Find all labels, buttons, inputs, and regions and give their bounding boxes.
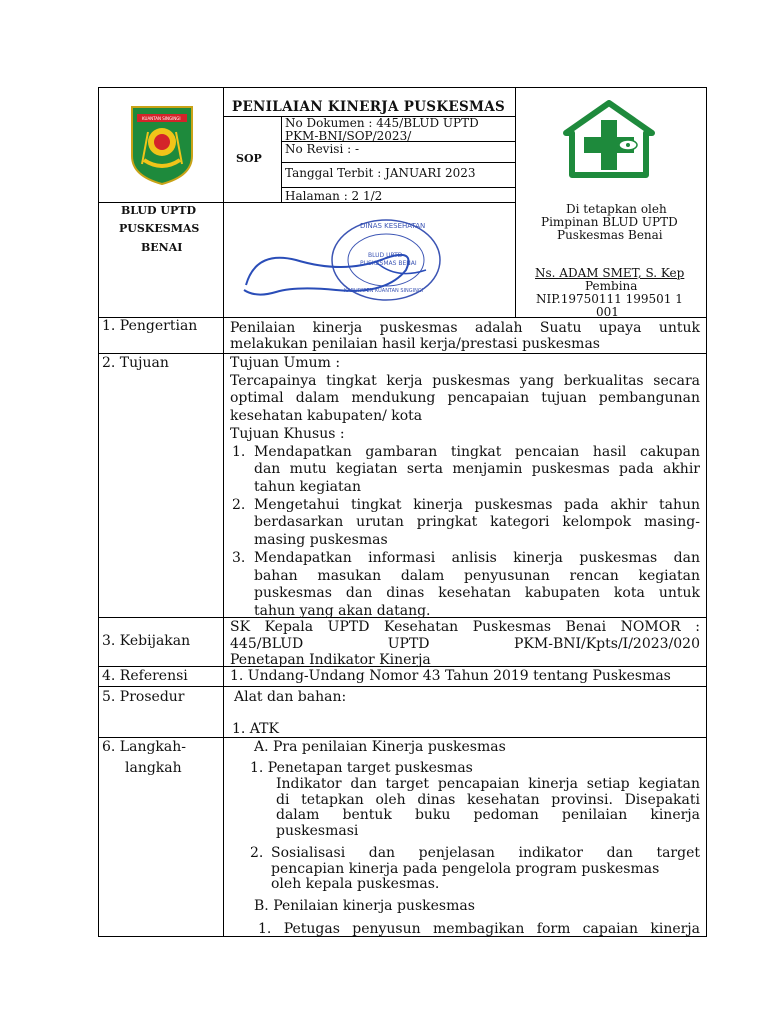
kuantan-singingi-logo (128, 104, 196, 186)
prosedur-atk: 1. ATK (232, 721, 279, 737)
org-name-line1: BLUD UPTD (121, 204, 196, 217)
puskesmas-logo (562, 100, 656, 178)
tujuan-item2-line3: masing puskesmas (254, 532, 388, 548)
tujuan-item2-line1: Mengetahui tingkat kinerja puskesmas pada akhir tahun (254, 497, 700, 513)
stamp-top-text: DINAS KESEHATAN (360, 222, 426, 230)
section-label-kebijakan: 3. Kebijakan (102, 633, 191, 649)
tanggal-terbit: Tanggal Terbit : JANUARI 2023 (285, 166, 476, 180)
langkah-A2-line1: Sosialisasi dan penjelasan indikator dan target (271, 845, 700, 861)
approval-line3: Puskesmas Benai (557, 228, 663, 242)
tujuan-item1-line2: dan mutu kegiatan serta menjamin puskesmas pada akhir (254, 461, 700, 477)
col-sep-1 (223, 87, 224, 936)
tujuan-umum-line1: Tercapainya tingkat kerja puskesmas yang berkualitas secara (230, 373, 700, 389)
signature (236, 240, 436, 300)
langkah-A1-line1: Indikator dan target pencapaian kinerja setiap kegiatan (276, 776, 700, 792)
langkah-A-heading: A. Pra penilaian Kinerja puskesmas (254, 739, 506, 755)
langkah-A1-line3: dalam bentuk buku pedoman penilaian kinerja (276, 807, 700, 823)
approver-nip-line2: 001 (596, 305, 619, 319)
tujuan-item2-num: 2. (232, 497, 246, 513)
approver-name: Ns. ADAM SMET, S. Kep (535, 266, 685, 280)
kebijakan-line2: 445/BLUD UPTD PKM-BNI/Kpts/I/2023/020 (230, 636, 700, 652)
logo-banner-text: KUANTAN SINGINGI (142, 116, 181, 121)
tujuan-umum-line2: optimal dalam mendukung pencapaian tujuan pembangunan (230, 390, 700, 406)
table-top (98, 87, 707, 88)
tujuan-item3-line3: puskesmas dan dinas kesehatan kabupaten kota untuk (254, 585, 700, 601)
no-revisi: No Revisi : - (285, 142, 360, 156)
tujuan-khusus-heading: Tujuan Khusus : (230, 426, 345, 442)
tujuan-item1-line3: tahun kegiatan (254, 479, 362, 495)
tujuan-item2-line2: berdasarkan urutan pringkat kategori kelompok masing- (254, 514, 700, 530)
tujuan-item3-line4: tahun yang akan datang. (254, 603, 431, 619)
langkah-A1-title: 1. Penetapan target puskesmas (250, 760, 473, 776)
tujuan-umum-heading: Tujuan Umum : (230, 355, 341, 371)
document-title: PENILAIAN KINERJA PUSKESMAS (232, 99, 506, 115)
langkah-A2-line2: pencapian kinerja pada pengelola program puskesmas (271, 861, 660, 877)
row-sep-6 (98, 737, 707, 738)
langkah-B1-line1: 1. Petugas penyusun membagikan form capaian kinerja (258, 921, 700, 937)
pengertian-line1: Penilaian kinerja puskesmas adalah Suatu upaya untuk (230, 320, 700, 336)
revisi-bottom (281, 162, 516, 163)
stamp-center-line2: PUSKESMAS BENAI (360, 260, 417, 267)
halaman: Halaman : 2 1/2 (285, 189, 383, 203)
no-dokumen-line2: PKM-BNI/SOP/2023/ (285, 129, 412, 143)
referensi-item1: 1. Undang-Undang Nomor 43 Tahun 2019 tentang Puskesmas (230, 668, 671, 684)
langkah-A1-line4: puskesmasi (276, 823, 359, 839)
section-label-langkah-2: langkah (125, 760, 182, 776)
tujuan-umum-line3: kesehatan kabupaten/ kota (230, 408, 423, 424)
approver-rank: Pembina (585, 279, 638, 293)
langkah-A2-line3: oleh kepala puskesmas. (271, 876, 440, 892)
sop-label: SOP (236, 152, 262, 165)
approver-nip-line1: NIP.19750111 199501 1 (536, 292, 683, 306)
tujuan-item3-line2: bahan masukan dalam penyusunan rencan kegiatan (254, 568, 700, 584)
tujuan-item1-line1: Mendapatkan gambaran tingkat pencaian hasil cakupan (254, 444, 700, 460)
kebijakan-line1: SK Kepala UPTD Kesehatan Puskesmas Benai NOMOR : (230, 619, 700, 635)
org-name-line3: BENAI (141, 241, 183, 254)
section-label-referensi: 4. Referensi (102, 668, 188, 684)
section-label-prosedur: 5. Prosedur (102, 689, 185, 705)
approval-line1: Di tetapkan oleh (566, 202, 667, 216)
org-name-line2: PUSKESMAS (119, 222, 200, 235)
langkah-A1-line2: di tetapkan oleh dinas kesehatan provinsi. Disepakati (276, 792, 700, 808)
tujuan-item3-line1: Mendapatkan informasi anlisis kinerja puskesmas dan (254, 550, 700, 566)
table-border-right (706, 87, 707, 936)
row-sep-5 (98, 686, 707, 687)
langkah-B-heading: B. Penilaian kinerja puskesmas (254, 898, 475, 914)
stamp-bottom-text: KABUPATEN KUANTAN SINGINGI (344, 288, 424, 294)
kebijakan-line3: Penetapan Indikator Kinerja (230, 652, 431, 668)
tujuan-item3-num: 3. (232, 550, 246, 566)
section-label-langkah-1: 6. Langkah- (102, 739, 187, 755)
section-label-tujuan: 2. Tujuan (102, 355, 169, 371)
stamp-center-line1: BLUD UPTD (368, 252, 403, 259)
no-dokumen-line1: No Dokumen : 445/BLUD UPTD (285, 116, 479, 130)
pengertian-line2: melakukan penilaian hasil kerja/prestasi puskesmas (230, 336, 600, 352)
approval-line2: Pimpinan BLUD UPTD (541, 215, 678, 229)
table-border-left (98, 87, 99, 936)
prosedur-alat-heading: Alat dan bahan: (234, 689, 347, 705)
tanggal-bottom (281, 187, 516, 188)
col-sep-sop (281, 116, 282, 202)
section-label-pengertian: 1. Pengertian (102, 318, 198, 334)
langkah-A2-num: 2. (250, 845, 264, 861)
tujuan-item1-num: 1. (232, 444, 246, 460)
